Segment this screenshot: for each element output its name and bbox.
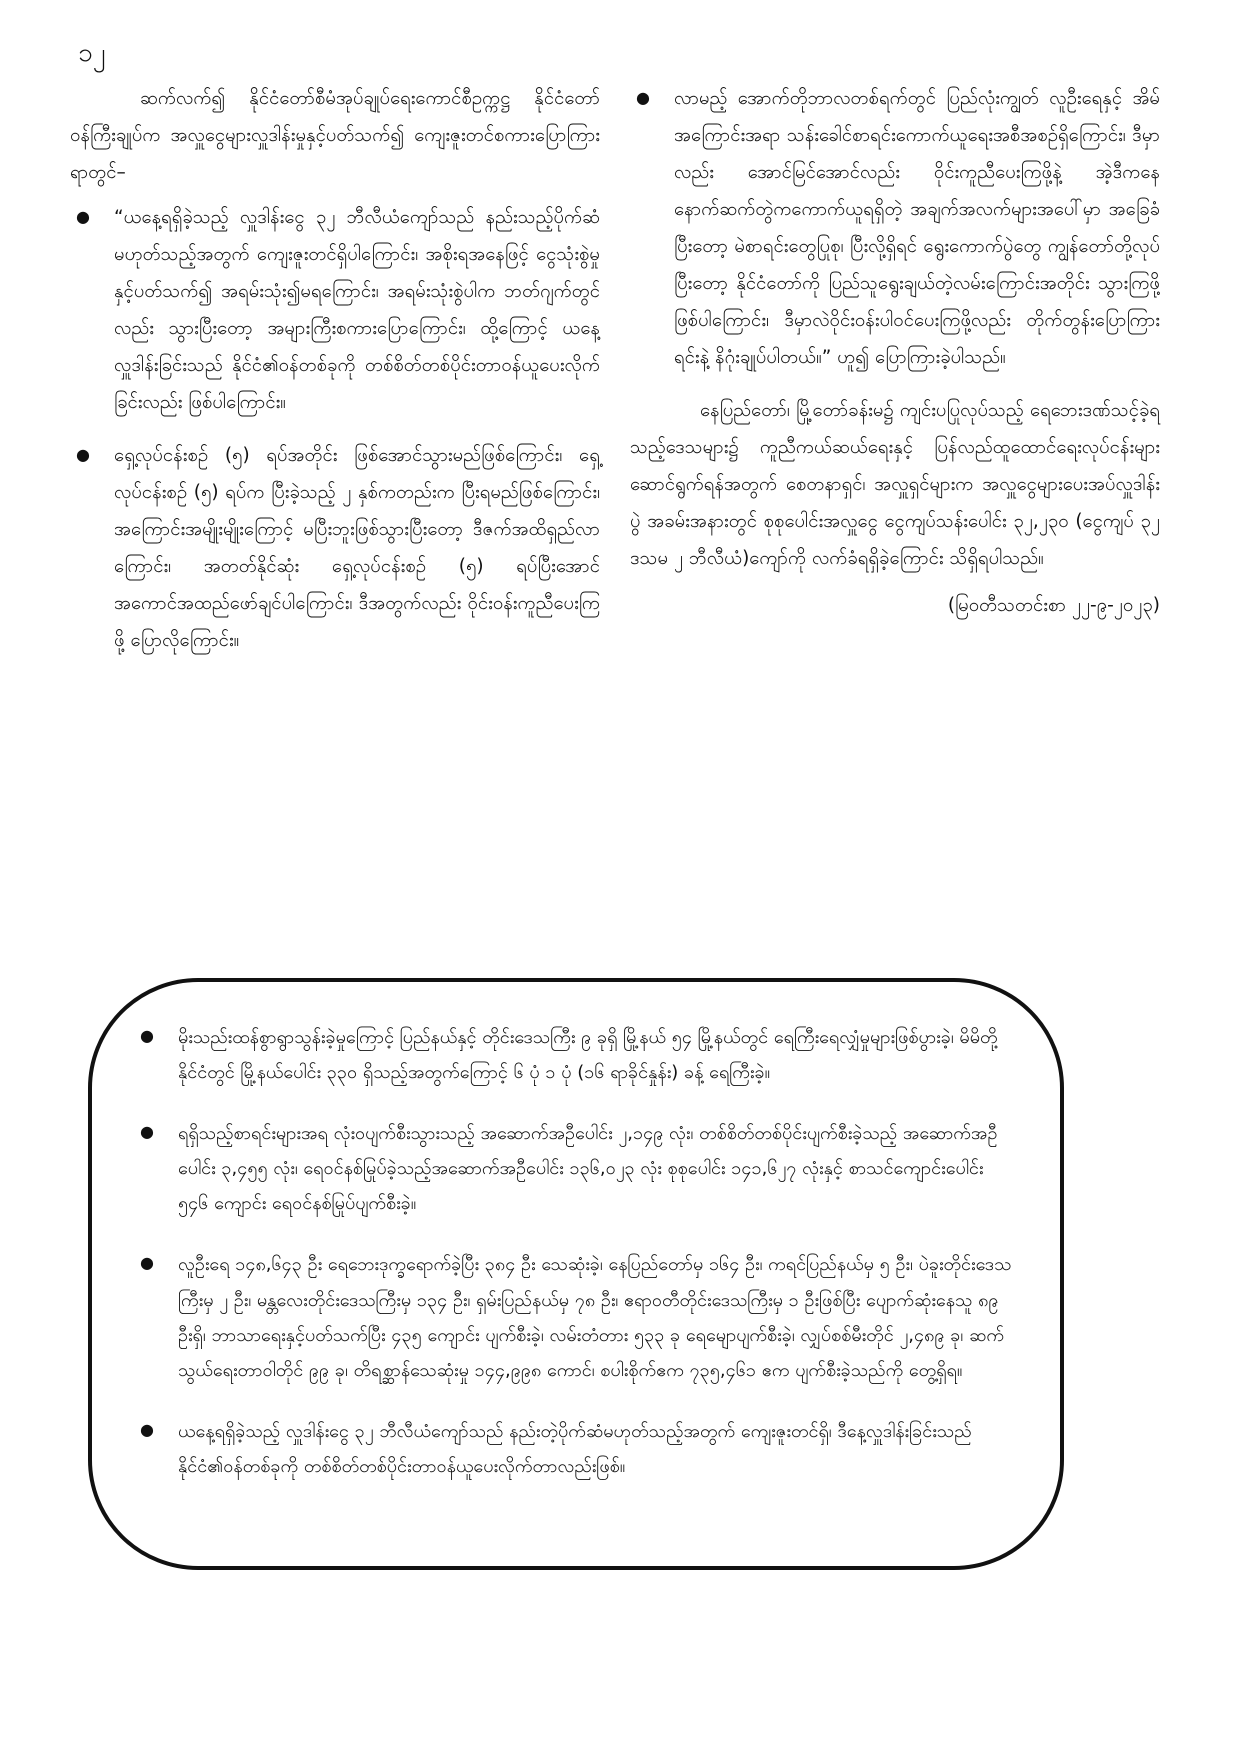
bullet-icon: ● [140, 1122, 154, 1142]
left-column [70, 80, 600, 940]
list-item [136, 1020, 1016, 1090]
bullet-icon: ● [140, 1026, 154, 1045]
list-item-text: လာမည့် အောက်တိုဘာလတစ်ရက်တွင် ပြည်လုံးကျွတ် လူဦးရေနှင့် အိမ်အကြောင်းအရာ သန်းခေါင်စာရင်းကောက်ယူရေးအစီအစဉ်ရှိကြောင်း၊ ဒီမှာလည်း အောင်မြင်အောင်လည်း ဝိုင်းကူညီပေးကြဖို့နဲ့ အဲ့ဒီကနေနောက်ဆက်တွဲကကောက်ယူရရှိတဲ့ အချက်အလက်များအပေါ်မှာ အခြေခံပြီးတော့ မဲစာရင်းတွေပြုစု၊ ပြီးလို့ရှိရင် ရွေးကောက်ပွဲတွေ ကျွန်တော်တို့လုပ်ပြီးတော့ နိုင်ငံတော်ကို ပြည်သူရွေးချယ်တဲ့လမ်းကြောင်းအတိုင်း သွားကြဖို့ဖြစ်ပါကြောင်း၊ ဒီမှာလဲဝိုင်းဝန်းပါဝင်ပေးကြဖို့လည်း တိုက်တွန်းပြောကြားရင်းနဲ့ နိဂုံးချုပ်ပါတယ်။” ဟူ၍ ပြောကြားခဲ့ပါသည်။ [674, 88, 1160, 368]
list-item [136, 1116, 1016, 1221]
donation-paragraph: နေပြည်တော်၊ မြို့တော်ခန်းမ၌ ကျင်းပပြုလုပ်သည့် ရေဘေးဒဏ်သင့်ခဲ့ရသည့်ဒေသများ၌ ကူညီကယ်ဆယ်ရေးနှင့် ပြန်လည်ထူထောင်ရေးလုပ်ငန်းများ ဆောင်ရွက်ရန်အတွက် စေတနာရှင်၊ အလှူရှင်များက အလှူငွေများပေးအပ်လှူဒါန်းပွဲ အခမ်းအနားတွင် စုစုပေါင်းအလှူငွေ ငွေကျပ်သန်းပေါင်း ၃၂,၂၃၀ (ငွေကျပ် ၃၂ ဒသမ ၂ ဘီလီယံ)ကျော်ကို လက်ခံရရှိခဲ့ကြောင်း သိရှိရပါသည်။ [630, 400, 1160, 569]
intro-paragraph: ဆက်လက်၍ နိုင်ငံတော်စီမံအုပ်ချုပ်ရေးကောင်စီဥက္ကဋ္ဌ နိုင်ငံတော်ဝန်ကြီးချုပ်က အလှူငွေများလှူဒါန်းမှုနှင့်ပတ်သက်၍ ကျေးဇူးတင်စကားပြောကြားရာတွင်– [70, 88, 600, 183]
page-number: ၁၂ [78, 38, 106, 68]
article-columns [70, 80, 1160, 940]
right-bullet-list [630, 80, 1160, 376]
list-item [630, 80, 1160, 376]
summary-box [88, 978, 1064, 1570]
left-bullet-list [70, 199, 600, 659]
list-item-text: ယနေ့ရရှိခဲ့သည့် လှူဒါန်းငွေ ၃၂ ဘီလီယံကျော်သည် နည်းတဲ့ပိုက်ဆံမဟုတ်သည့်အတွက် ကျေးဇူးတင်ရှိ၊ ဒီနေ့လှူဒါန်းခြင်းသည် နိုင်ငံ၏ဝန်တစ်ခုကို တစ်စိတ်တစ်ပိုင်းတာဝန်ယူပေးလိုက်တာလည်းဖြစ်။ [178, 1420, 972, 1477]
source-citation: (မြဝတီသတင်းစာ ၂၂-၉-၂၀၂၃) [947, 595, 1160, 616]
list-item-text: ရှေ့လုပ်ငန်းစဉ် (၅) ရပ်အတိုင်း ဖြစ်အောင်သွားမည်ဖြစ်ကြောင်း၊ ရှေ့လုပ်ငန်းစဉ် (၅) ရပ်က ပြီးခဲ့သည့် ၂ နှစ်ကတည်းက ပြီးရမည်ဖြစ်ကြောင်း၊ အကြောင်းအမျိုးမျိုးကြောင့် မပြီးဘူးဖြစ်သွားပြီးတော့ ဒီဇက်အထိရှည်လာကြောင်း၊ အတတ်နိုင်ဆုံး ရှေ့လုပ်ငန်းစဉ် (၅) ရပ်ပြီးအောင် အကောင်အထည်ဖော်ချင်ပါကြောင်း၊ ဒီအတွက်လည်း ဝိုင်းဝန်းကူညီပေးကြဖို့ ပြောလိုကြောင်း။ [114, 445, 600, 651]
bullet-icon: ● [140, 1253, 154, 1273]
bullet-icon: ● [140, 1419, 154, 1439]
right-column [630, 80, 1160, 940]
list-item-text: မိုးသည်းထန်စွာရွာသွန်းခဲ့မှုကြောင့် ပြည်နယ်နှင့် တိုင်းဒေသကြီး ၉ ခုရှိ မြို့နယ် ၅၄ မြို့နယ်တွင် ရေကြီးရေလျှံမှုများဖြစ်ပွားခဲ့၊ မိမိတို့နိုင်ငံတွင် မြို့နယ်ပေါင်း ၃၃၀ ရှိသည့်အတွက်ကြောင့် ၆ ပုံ ၁ ပုံ (၁၆ ရာခိုင်နှုန်း) ခန့် ရေကြီးခဲ့။ [178, 1027, 998, 1084]
list-item-text: လူဦးရေ ၁၄၈,၆၄၃ ဦး ရေဘေးဒုက္ခရောက်ခဲ့ပြီး ၃၈၄ ဦး သေဆုံးခဲ့၊ နေပြည်တော်မှ ၁၆၄ ဦး၊ ကရင်ပြည်နယ်မှ ၅ ဦး၊ ပဲခူးတိုင်းဒေသကြီးမှ ၂ ဦး၊ မန္တလေးတိုင်းဒေသကြီးမှ ၁၃၄ ဦး၊ ရှမ်းပြည်နယ်မှ ၇၈ ဦး၊ ဧရာဝတီတိုင်းဒေသကြီးမှ ၁ ဦးဖြစ်ပြီး ပျောက်ဆုံးနေသူ ၈၉ ဦးရှိ၊ ဘာသာရေးနှင့်ပတ်သက်ပြီး ၄၃၅ ကျောင်း ပျက်စီးခဲ့၊ လမ်းတံတား ၅၃၃ ခု ရေမျောပျက်စီးခဲ့၊ လျှပ်စစ်မီးတိုင် ၂,၄၈၉ ခု၊ ဆက်သွယ်ရေးတာဝါတိုင် ၉၉ ခု၊ တိရစ္ဆာန်သေဆုံးမှု ၁၄၄,၉၉၈ ကောင်၊ စပါးစိုက်ဧက ၇၃၅,၄၆၁ ဧက ပျက်စီးခဲ့သည်ကို တွေ့ရှိရ။ [178, 1254, 1012, 1381]
list-item [136, 1414, 1016, 1484]
bullet-icon: ● [76, 445, 90, 464]
summary-bullet-list [136, 1020, 1016, 1484]
list-item-text: ရရှိသည့်စာရင်းများအရ လုံးဝပျက်စီးသွားသည့် အဆောက်အဦပေါင်း ၂,၁၄၉ လုံး၊ တစ်စိတ်တစ်ပိုင်းပျက်စီးခဲ့သည့် အဆောက်အဦပေါင်း ၃,၄၅၅ လုံး၊ ရေဝင်နစ်မြုပ်ခဲ့သည့်အဆောက်အဦပေါင်း ၁၃၆,၀၂၃ လုံး စုစုပေါင်း ၁၄၁,၆၂၇ လုံးနှင့် စာသင်ကျောင်းပေါင်း ၅၄၆ ကျောင်း ရေဝင်နစ်မြုပ်ပျက်စီးခဲ့။ [178, 1123, 998, 1215]
bullet-icon: ● [636, 88, 650, 107]
list-item-text: “ယနေ့ရရှိခဲ့သည့် လှူဒါန်းငွေ ၃၂ ဘီလီယံကျော်သည် နည်းသည့်ပိုက်ဆံမဟုတ်သည့်အတွက် ကျေးဇူးတင်ရှိပါကြောင်း၊ အစိုးရအနေဖြင့် ငွေသုံးစွဲမှုနှင့်ပတ်သက်၍ အရမ်းသုံး၍မရကြောင်း၊ အရမ်းသုံးစွဲပါက ဘတ်ဂျက်တွင်လည်း သွားပြီးတော့ အများကြီးစကားပြောကြောင်း၊ ထို့ကြောင့် ယနေ့လှူဒါန်းခြင်းသည် နိုင်ငံ၏ဝန်တစ်ခုကို တစ်စိတ်တစ်ပိုင်းတာဝန်ယူပေးလိုက်ခြင်းလည်း ဖြစ်ပါကြောင်း။ [114, 207, 600, 413]
bullet-icon: ● [76, 207, 90, 226]
list-item [136, 1247, 1016, 1387]
list-item [70, 199, 600, 421]
list-item [70, 437, 600, 659]
